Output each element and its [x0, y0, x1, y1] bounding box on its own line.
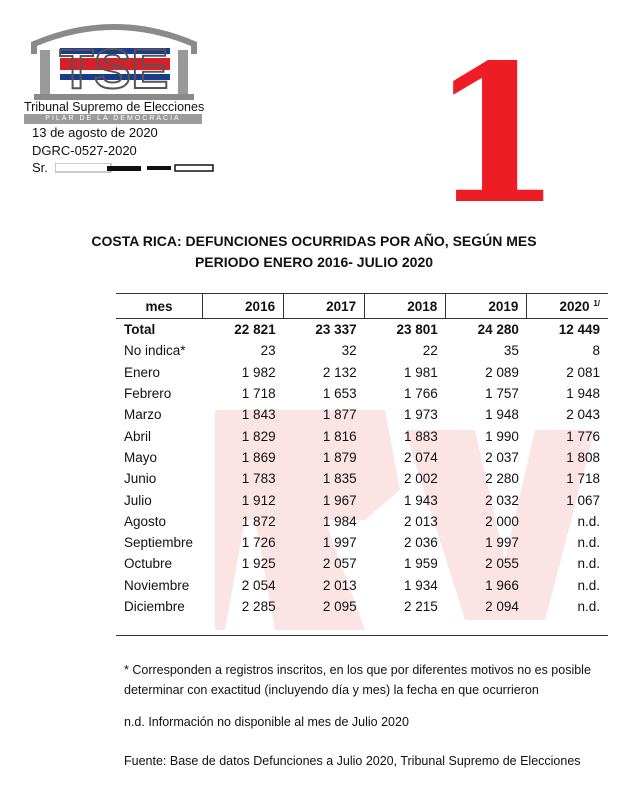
table-bottom-rule [116, 635, 608, 636]
row-value: 23 [260, 343, 276, 359]
row-value: 1 816 [322, 428, 357, 444]
row-value: 1 718 [241, 386, 276, 402]
row-value: 1 776 [566, 428, 600, 444]
row-value: 1 783 [241, 471, 276, 487]
table-row [116, 425, 608, 446]
row-value: 2 036 [403, 535, 438, 551]
table-row [116, 383, 608, 404]
table-row [116, 511, 608, 532]
note-source: Fuente: Base de datos Defunciones a Julio 2020, Tribunal Supremo de Elecciones [124, 754, 581, 768]
row-value: 1 843 [241, 407, 276, 423]
row-value: 1 757 [485, 386, 519, 402]
header-2019: 2019 [446, 294, 527, 319]
row-value: 1 997 [322, 535, 357, 551]
deaths-table [116, 293, 608, 617]
row-value: 22 821 [234, 322, 276, 338]
org-motto: PILAR DE LA DEMOCRACIA [24, 114, 202, 124]
row-value: 1 766 [403, 386, 438, 402]
row-value: 1 869 [241, 449, 276, 465]
table-header-row [116, 294, 608, 319]
row-value: 35 [503, 343, 519, 359]
row-value: 24 280 [477, 322, 519, 338]
redacted-name [55, 163, 215, 173]
org-name: Tribunal Supremo de Elecciones [24, 100, 205, 114]
row-value: 2 002 [403, 471, 438, 487]
header-2016: 2016 [203, 294, 284, 319]
table-row [116, 404, 608, 425]
row-value: 2 055 [485, 556, 519, 572]
row-value: 1 872 [241, 513, 276, 529]
row-label: Septiembre [124, 535, 194, 551]
table-row [116, 340, 608, 361]
row-value: 2 057 [322, 556, 357, 572]
header-2017: 2017 [284, 294, 365, 319]
row-value: 2 013 [322, 577, 357, 593]
row-value: 1 067 [566, 492, 600, 508]
header-2018: 2018 [365, 294, 446, 319]
letter-date: 13 de agosto de 2020 [32, 125, 158, 140]
row-label: Julio [124, 492, 152, 508]
row-value: 2 043 [566, 407, 600, 423]
row-value: 1 967 [322, 492, 357, 508]
table-row [116, 553, 608, 574]
row-value: n.d. [577, 556, 600, 572]
row-value: 8 [592, 343, 600, 359]
row-value: 2 000 [485, 513, 519, 529]
row-value: 2 132 [322, 364, 357, 380]
row-value: n.d. [577, 577, 600, 593]
row-value: 1 959 [403, 556, 438, 572]
row-label: Febrero [124, 386, 172, 402]
row-value: 1 877 [322, 407, 357, 423]
row-value: 1 943 [403, 492, 438, 508]
table-row [116, 575, 608, 596]
table-title: COSTA RICA: DEFUNCIONES OCURRIDAS POR AÑO, SEGÚN MES [91, 233, 537, 249]
note-nd: n.d. Información no disponible al mes de Julio 2020 [124, 715, 409, 729]
note-asterisk: * Corresponden a registros inscritos, en los que por diferentes motivos no es posible determinar con exactitud (incluyendo día y mes) la fecha en que ocurrieron [124, 663, 591, 697]
row-value: 2 013 [403, 513, 438, 529]
stamp-number: 1 [430, 23, 563, 246]
row-value: 2 089 [485, 364, 519, 380]
row-value: 23 801 [396, 322, 438, 338]
letter-reference: DGRC-0527-2020 [32, 143, 137, 158]
row-value: 2 285 [241, 599, 276, 614]
row-label: Junio [124, 471, 157, 487]
row-label: Noviembre [124, 577, 190, 593]
table-row [116, 447, 608, 468]
row-value: 23 337 [315, 322, 357, 338]
row-value: 1 925 [241, 556, 276, 572]
row-value: n.d. [577, 535, 600, 551]
row-value: 1 934 [403, 577, 438, 593]
row-value: 2 074 [403, 449, 438, 465]
row-value: 1 948 [566, 386, 600, 402]
row-value: 1 982 [241, 364, 276, 380]
row-value: 1 973 [403, 407, 438, 423]
row-value: 1 981 [403, 364, 438, 380]
letter-salutation: Sr. [32, 160, 48, 175]
row-label: Abril [124, 428, 152, 444]
row-value: 22 [422, 343, 438, 359]
row-value: 1 718 [566, 471, 600, 487]
row-label: Marzo [124, 407, 162, 423]
row-value: 1 883 [403, 428, 438, 444]
row-value: 2 032 [485, 492, 519, 508]
row-value: 1 835 [322, 471, 357, 487]
header-footnote-mark: 1/ [593, 298, 600, 308]
row-label: Mayo [124, 449, 158, 465]
row-value: n.d. [577, 599, 600, 614]
row-value: 2 054 [241, 577, 276, 593]
logo-letters: TSE [59, 37, 169, 100]
row-label: No indica* [124, 343, 186, 359]
row-value: 1 984 [322, 513, 357, 529]
row-value: n.d. [577, 513, 600, 529]
table-row [116, 596, 608, 617]
row-value: 1 997 [485, 535, 519, 551]
table-row [116, 362, 608, 383]
row-label: Diciembre [124, 599, 185, 614]
row-value: 1 990 [485, 428, 519, 444]
row-value: 1 726 [241, 535, 276, 551]
row-value: 1 829 [241, 428, 276, 444]
row-label: Octubre [124, 556, 173, 572]
row-value: 1 879 [322, 449, 357, 465]
row-value: 2 095 [322, 599, 357, 614]
row-value: 1 808 [566, 449, 600, 465]
table-row [116, 489, 608, 510]
header-mes: mes [116, 294, 203, 319]
row-value: 1 653 [322, 386, 357, 402]
table-row [116, 532, 608, 553]
row-value: 2 081 [566, 364, 600, 380]
row-value: 32 [341, 343, 357, 359]
header-2020: 2020 $^{1/}$ [527, 294, 608, 319]
row-value: 1 912 [241, 492, 276, 508]
row-label: Agosto [124, 513, 167, 529]
row-value: 2 215 [403, 599, 438, 614]
row-value: 2 094 [485, 599, 519, 614]
row-label: Enero [124, 364, 161, 380]
row-label: Total [124, 322, 156, 338]
row-value: 1 948 [485, 407, 519, 423]
table-subtitle: PERIODO ENERO 2016- JULIO 2020 [194, 254, 434, 270]
row-value: 2 280 [485, 471, 519, 487]
row-value: 1 966 [485, 577, 519, 593]
table-row [116, 468, 608, 489]
row-value: 12 449 [558, 322, 600, 338]
row-value: 2 037 [485, 449, 519, 465]
table-total-row [116, 319, 608, 341]
